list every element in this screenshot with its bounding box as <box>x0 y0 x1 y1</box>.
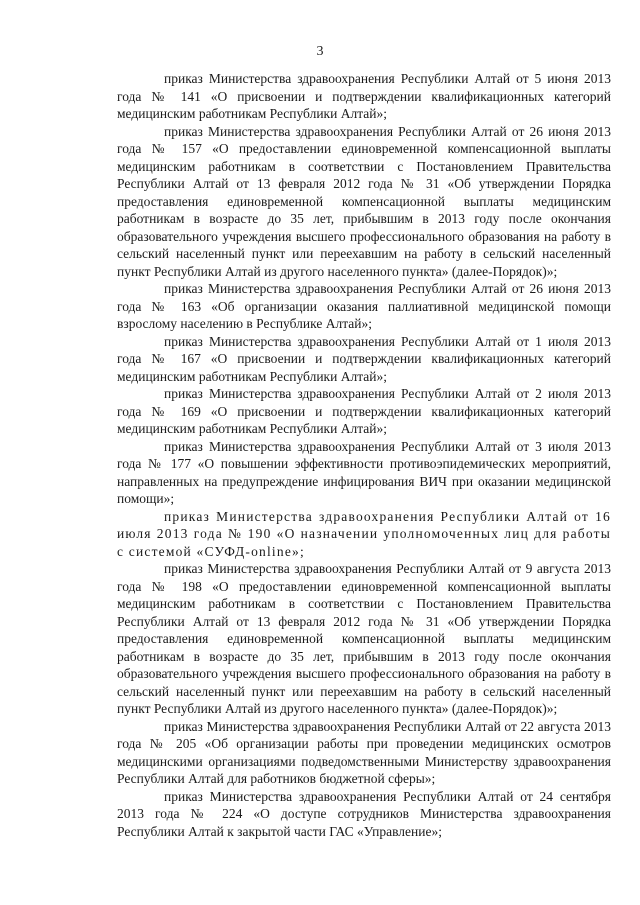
order-paragraph-5: приказ Министерства здравоохранения Республики Алтай от 2 июля 2013 года № 169 «О присвоении и подтверждении квалификационных категорий медицинским работникам Республики Алтай»; <box>117 386 611 436</box>
order-paragraph-10: приказ Министерства здравоохранения Республики Алтай от 24 сентября 2013 года № 224 «О доступе сотрудников Министерства здравоохранения Республики Алтай к закрытой части ГАС «Управление»; <box>117 788 611 839</box>
document-body <box>117 70 611 840</box>
order-paragraph-1: приказ Министерства здравоохранения Республики Алтай от 5 июня 2013 года № 141 «О присвоении и подтверждении квалификационных категорий медицинским работникам Республики Алтай»; <box>117 71 611 121</box>
order-paragraph-8: приказ Министерства здравоохранения Республики Алтай от 9 августа 2013 года № 198 «О предоставлении единовременной компенсационной выплаты медицинским работникам в соответствии с Постановлением Правительства Республики Алтай от 13 февраля 2012 года № 31 «Об утверждении Порядка предоставления единовременной компенсационной выплаты медицинским работникам в возрасте до 35 лет, прибывшим в 2013 году после окончания образовательного учреждения высшего профессионального образования на работу в сельский населенный пункт или переехавшим на работу в сельский населенный пункт Республики Алтай из другого населенного пункта» (далее-Порядок)»; <box>117 561 611 716</box>
page-number: 3 <box>316 44 324 59</box>
order-paragraph-4: приказ Министерства здравоохранения Республики Алтай от 1 июля 2013 года № 167 «О присвоении и подтверждении квалификационных категорий медицинским работникам Республики Алтай»; <box>117 333 611 384</box>
order-paragraph-3: приказ Министерства здравоохранения Республики Алтай от 26 июня 2013 года № 163 «Об организации оказания паллиативной медицинской помощи взрослому населению в Республике Алтай»; <box>117 281 611 331</box>
order-paragraph-2: приказ Министерства здравоохранения Республики Алтай от 26 июня 2013 года № 157 «О предоставлении единовременной компенсационной выплаты медицинским работникам в соответствии с Постановлением Правительства Республики Алтай от 13 февраля 2012 года № 31 «Об утверждении Порядка предоставления единовременной компенсационной выплаты медицинским работникам в возрасте до 35 лет, прибывшим в 2013 году после окончания образовательного учреждения высшего профессионального образования на работу в сельский населенный пункт или переехавшим на работу в сельский населенный пункт Республики Алтай из другого населенного пункта» (далее-Порядок)»; <box>117 123 611 279</box>
order-paragraph-6: приказ Министерства здравоохранения Республики Алтай от 3 июля 2013 года № 177 «О повышении эффективности противоэпидемических мероприятий, направленных на предупреждение инфицирования ВИЧ при оказании медицинской помощи»; <box>117 438 611 506</box>
order-paragraph-7: приказ Министерства здравоохранения Республики Алтай от 16 июля 2013 года № 190 «О назначении уполномоченных лиц для работы с системой «СУФД-online»; <box>117 508 611 559</box>
order-paragraph-9: приказ Министерства здравоохранения Республики Алтай от 22 августа 2013 года № 205 «Об организации работы при проведении медицинских осмотров медицинскими организациями подведомственными Министерству здравоохранения Республики Алтай для работников бюджетной сферы»; <box>117 718 611 786</box>
